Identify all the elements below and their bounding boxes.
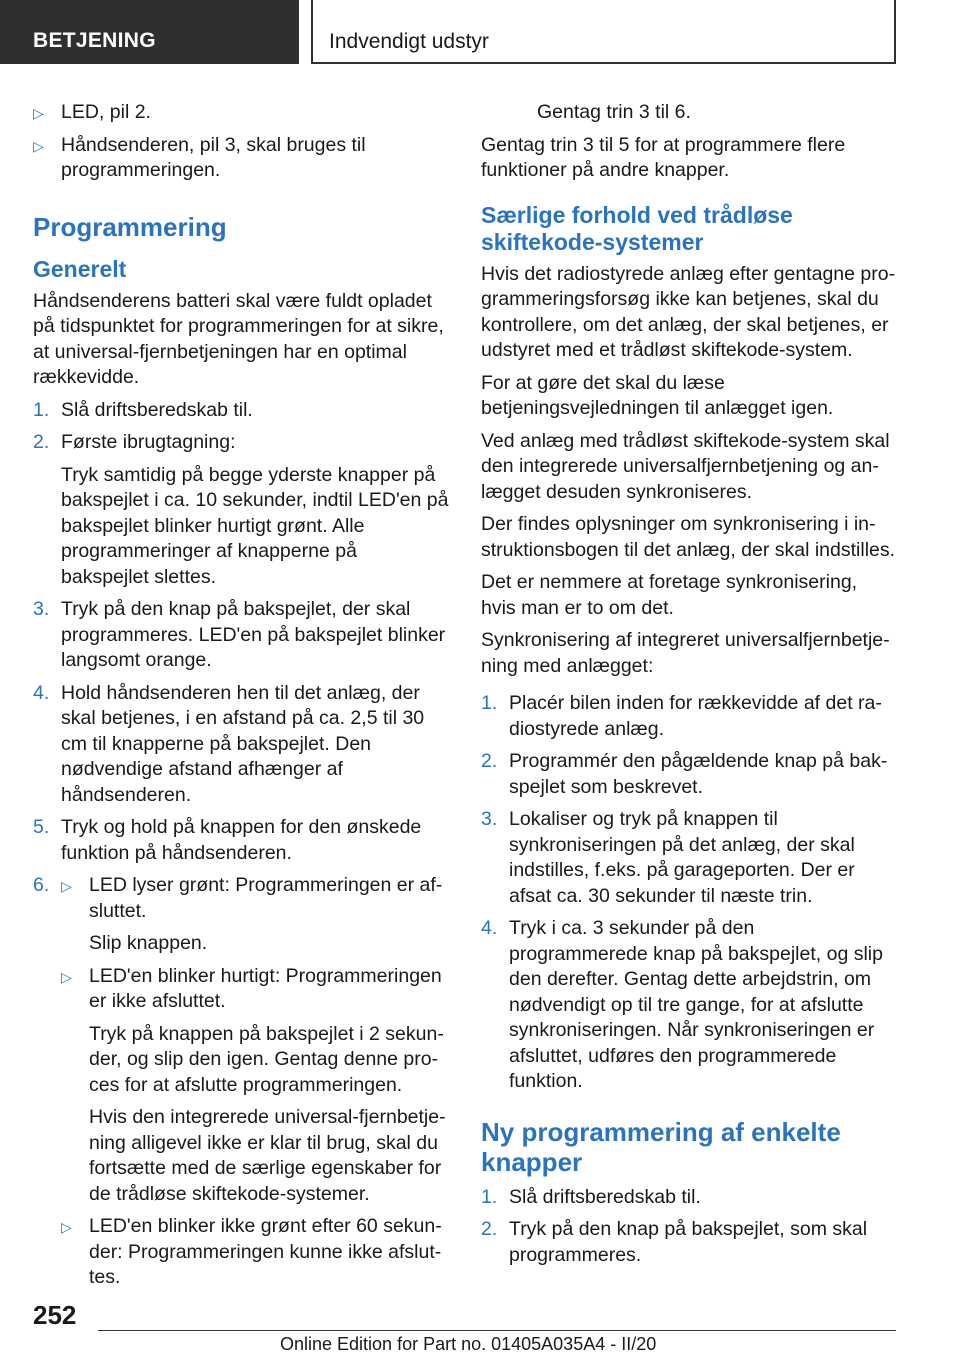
step-item: 6. ▷ LED lyser grønt: Programmeringen er afsluttet. Slip knappen. ▷ LED'en blinker hurtigt: Programmeringen er ikke afsluttet. Tryk på knappen på bakspejlet i 2 sekunder, og slip den igen. Gentag denne proces for at afslutte programmeringen. Hvis den integrerede universal-fjernbetjening alligevel ikke er klar til brug, skal du fortsætte med de særlige egenskaber for de trådløse skiftekode-systemer. ▷ LED'en blinker ikke grønt efter 60 sekunder: Programmeringen kunne ikke afsluttes. [33,873,449,1291]
step-number: 4. [33,681,50,704]
step-number: 5. [33,816,50,838]
step-item: 1. Slå driftsberedskab til. [481,1185,897,1211]
list-item: ▷ LED'en blinker hurtigt: Programmeringen er ikke afsluttet. [61,964,442,1012]
chapter-tab: BETJENING [0,0,299,64]
paragraph: Ved anlæg med trådløst skiftekode-system skal den integrerede universalfjernbetjening og anlægget desuden synkroniseres. [481,429,890,503]
step-detail: Tryk samtidig på begge yderste knapper på bakspejlet i ca. 10 sekunder, indtil LED'en på bakspejlet blinker hurtigt grønt. Alle programmeringer af knapperne på bakspejlet slettes. [61,463,449,588]
step-item: 2. Første ibrugtagning: [33,430,449,456]
heading-programmering: Programmering [33,211,227,242]
footer-divider [98,1330,896,1331]
right-column [481,100,897,1275]
step-item: 4. Tryk i ca. 3 sekunder på den programmerede knap på bakspejlet, og slip den derefter. Gentag dette arbejdstrin, om nødvendigt op til tre gange, for at afslutte synkroniseringen. Når synkroniseringen er afsluttet, udføres den programmerede funktion. [481,917,883,1092]
triangle-bullet-icon: ▷ [61,1219,72,1235]
paragraph: For at gøre det skal du læse betjeningsvejledningen til anlægget igen. [481,371,834,419]
step-number: 2. [481,1218,498,1240]
step-item: 1. Slå driftsberedskab til. [33,398,449,424]
step-number: 2. [33,431,50,453]
step-number: 6. [33,874,50,896]
step-number: 1. [33,398,50,421]
edition-text: Online Edition for Part no. 01405A035A4 - II/20 [280,1334,657,1354]
triangle-bullet-icon: ▷ [33,137,44,154]
intro-paragraph: Håndsenderens batteri skal være fuldt opladet på tidspunktet for programmeringen for at sikre, at universal-fjernbetjeningen har en optimal rækkevidde. [33,289,444,388]
step-number: 1. [481,692,498,714]
step-item: 3. Tryk på den knap på bakspejlet, der skal programmeres. LED'en på bakspejlet blinker langsomt orange. [33,598,446,671]
list-item: ▷ LED, pil 2. [33,100,449,126]
page-header [0,0,960,66]
list-item: ▷ LED lyser grønt: Programmeringen er afsluttet. [61,874,443,922]
triangle-bullet-icon: ▷ [33,105,44,121]
list-item: ▷ LED'en blinker ikke grønt efter 60 sekunder: Programmeringen kunne ikke afsluttes. [61,1215,442,1288]
paragraph: Der findes oplysninger om synkronisering i instruktionsbogen til det anlæg, der skal indstilles. [481,513,896,561]
step-number: 3. [33,598,50,620]
step-number: 1. [481,1185,498,1208]
step-item: 4. Hold håndsenderen hen til det anlæg, der skal betjenes, i en afstand på ca. 2,5 til 30 cm til knapperne på bakspejlet. Den nødvendige afstand afhænger af håndsenderen. [33,681,425,806]
step-number: 2. [481,750,498,772]
step-item: 2. Programmér den pågældende knap på bakspejlet som beskrevet. [481,750,888,798]
page-number: 252 [33,1300,77,1330]
step-detail: Gentag trin 3 til 6. [537,101,691,123]
section-tab-frame [311,0,896,64]
paragraph: Hvis det radiostyrede anlæg efter gentagne programmeringsforsøg ikke kan betjenes, skal du kontrollere, om det anlæg, der skal betjenes, er udstyret med et trådløst skiftekode-system. [481,262,896,361]
left-column [33,100,449,1298]
paragraph: Det er nemmere at foretage synkronisering, hvis man er to om det. [481,571,858,619]
step-item: 3. Lokaliser og tryk på knappen til synkroniseringen på det anlæg, der skal indstilles, f.eks. på garageporten. Der er afsat ca. 30 sekunder til næste trin. [481,808,855,907]
step-item: 1. Placér bilen inden for rækkevidde af det radiostyrede anlæg. [481,692,882,740]
paragraph: Gentag trin 3 til 5 for at programmere flere funktioner på andre knapper. [481,133,846,181]
paragraph: Synkronisering af integreret universalfjernbetjening med anlægget: [481,629,890,677]
step-item: 2. Tryk på den knap på bakspejlet, som skal programmeres. [481,1218,868,1266]
triangle-bullet-icon: ▷ [61,968,72,985]
heading-generelt: Generelt [33,255,127,282]
step-number: 4. [481,917,498,939]
heading-skiftekode: Særlige forhold ved trådløse skiftekode-systemer [481,201,793,255]
triangle-bullet-icon: ▷ [61,878,72,894]
step-item: 5. Tryk og hold på knappen for den ønskede funktion på håndsenderen. [33,816,422,864]
list-item: ▷ Håndsenderen, pil 3, skal bruges til programmeringen. [33,133,366,181]
section-title: Indvendigt udstyr [329,30,489,53]
heading-ny-programmering: Ny programmering af enkelte knapper [481,1116,841,1177]
step-number: 3. [481,808,498,830]
